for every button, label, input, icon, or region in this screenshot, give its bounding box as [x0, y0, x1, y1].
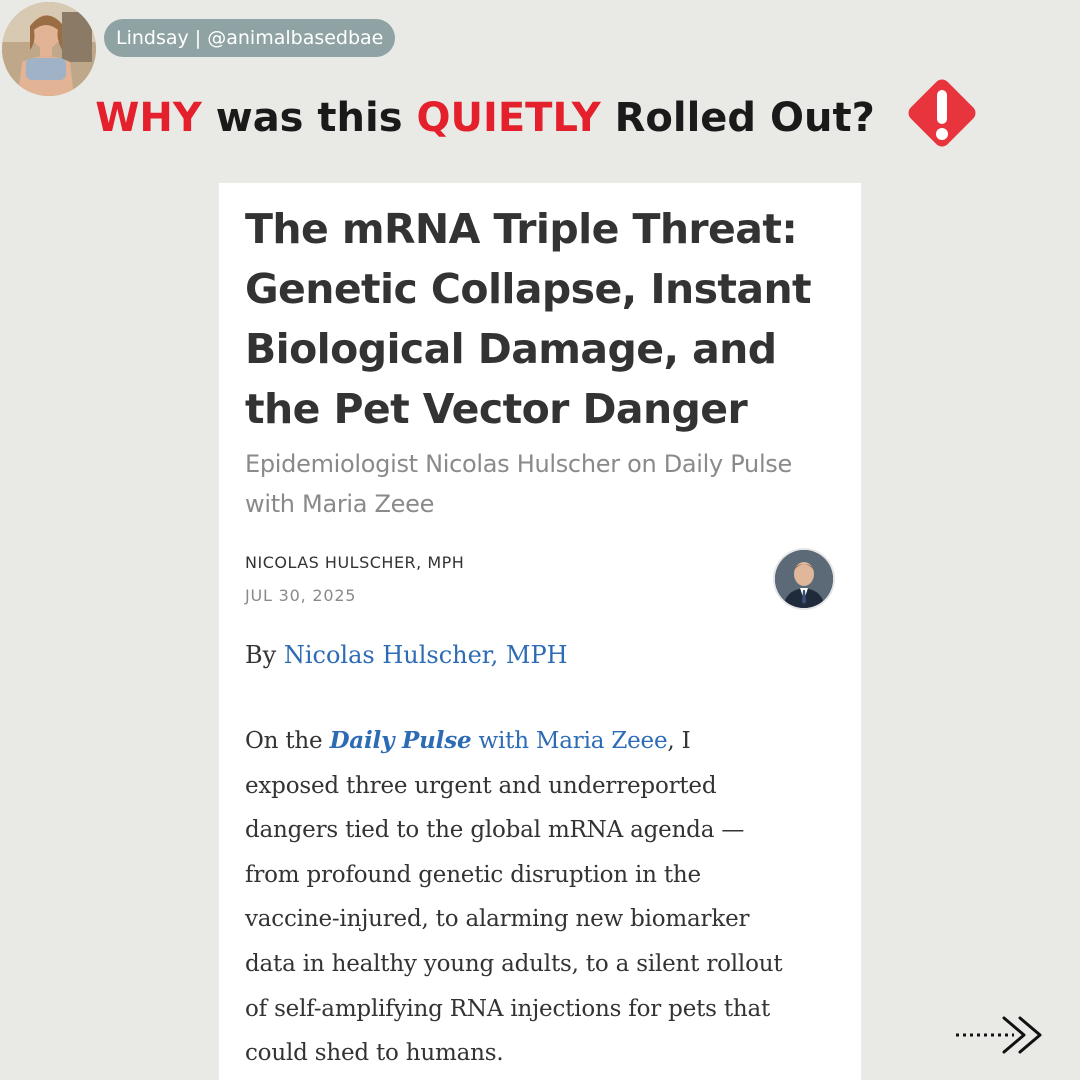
author-avatar[interactable]	[775, 550, 833, 608]
username-badge[interactable]: Lindsay | @animalbasedbae	[104, 19, 395, 57]
author-name[interactable]: NICOLAS HULSCHER, MPH	[245, 553, 465, 572]
daily-pulse-link[interactable]: Daily Pulse	[329, 727, 472, 754]
body-line: of self-amplifying RNA injections for pets that	[245, 995, 771, 1022]
headline-text: was this	[201, 95, 417, 141]
body-line: exposed three urgent and underreported	[245, 772, 717, 799]
body-line: dangers tied to the global mRNA agenda —	[245, 817, 745, 844]
byline-prefix: By	[245, 641, 284, 669]
headline-text-end: Rolled Out?	[600, 95, 875, 141]
post-headline	[0, 84, 1080, 144]
article-card	[219, 183, 861, 1080]
title-line: The mRNA Triple Threat:	[245, 205, 798, 253]
title-line: Genetic Collapse, Instant	[245, 265, 812, 313]
body-line: from profound genetic disruption in the	[245, 861, 701, 888]
body-line	[245, 719, 845, 764]
byline-author-link[interactable]: Nicolas Hulscher, MPH	[283, 641, 568, 669]
dotted-double-chevron-right-icon[interactable]	[954, 1012, 1064, 1058]
body-text-span: On the	[245, 728, 330, 754]
publish-date: JUL 30, 2025	[245, 586, 357, 605]
article-subtitle	[245, 444, 845, 524]
subtitle-line: Epidemiologist Nicolas Hulscher on Daily Pulse	[245, 450, 792, 478]
maria-zeee-link[interactable]: with Maria Zeee	[471, 728, 668, 754]
headline-word-why: WHY	[95, 95, 202, 141]
profile-avatar[interactable]	[2, 2, 96, 96]
subtitle-line: with Maria Zeee	[245, 490, 435, 518]
exclamation-diamond-icon	[899, 70, 985, 156]
profile-photo-icon	[2, 2, 96, 96]
author-photo-icon	[775, 550, 833, 608]
body-line: could shed to humans.	[245, 1040, 504, 1067]
body-text-span: , I	[667, 728, 691, 754]
headline-word-quietly: QUIETLY	[416, 95, 601, 141]
title-line: the Pet Vector Danger	[245, 385, 748, 433]
article-title	[245, 199, 845, 439]
body-line: vaccine-injured, to alarming new biomarker	[245, 906, 750, 933]
title-line: Biological Damage, and	[245, 325, 777, 373]
body-line: data in healthy young adults, to a silent rollout	[245, 950, 783, 977]
article-byline	[245, 641, 568, 669]
article-body	[245, 719, 845, 1076]
